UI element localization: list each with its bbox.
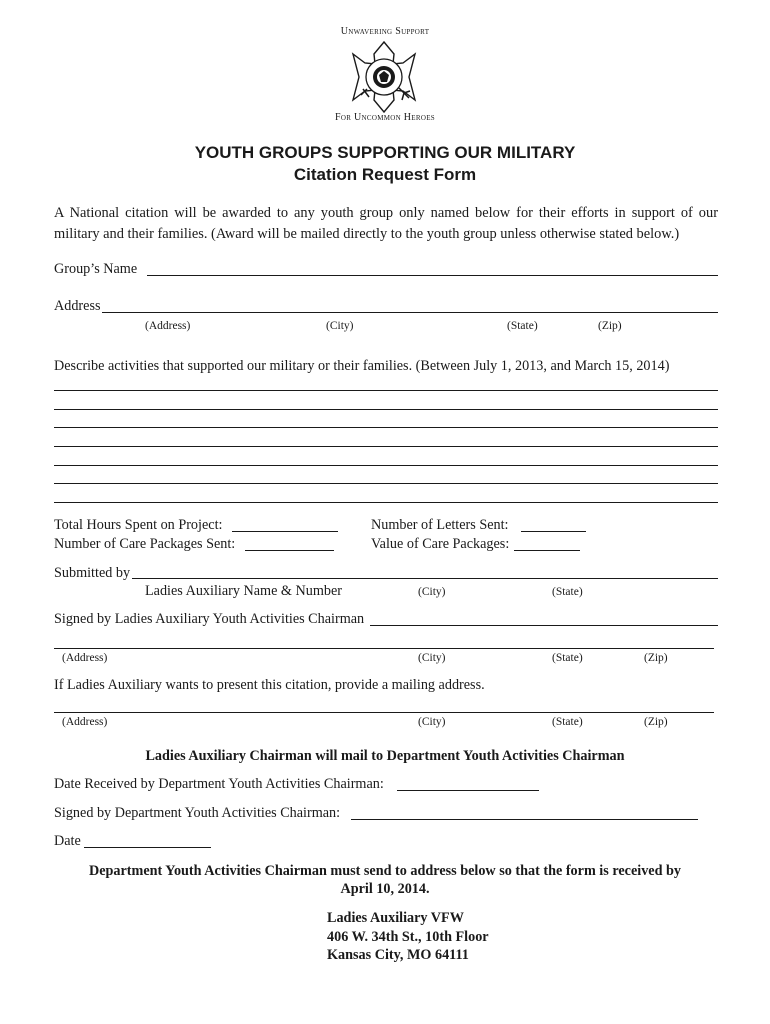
group-address-label: Address bbox=[54, 298, 101, 314]
footer-instruction-line-2: April 10, 2014. bbox=[340, 881, 430, 897]
chairman-zip-sub-label: (Zip) bbox=[644, 652, 668, 664]
group-address-field[interactable] bbox=[102, 312, 718, 313]
activities-line-1[interactable] bbox=[54, 390, 718, 391]
signed-by-chairman-label: Signed by Ladies Auxiliary Youth Activities Chairman bbox=[54, 611, 365, 627]
total-hours-label: Total Hours Spent on Project: bbox=[54, 517, 223, 533]
mailing-city-sub-label: (City) bbox=[418, 716, 446, 728]
footer-instruction-line-1: Department Youth Activities Chairman must send to address below so that the form is received by bbox=[88, 863, 682, 879]
activities-line-5[interactable] bbox=[54, 465, 718, 466]
sub-label-city: (City) bbox=[326, 320, 354, 332]
department-signed-field[interactable] bbox=[351, 819, 698, 820]
form-title: YOUTH GROUPS SUPPORTING OUR MILITARY bbox=[194, 143, 576, 162]
form-subtitle: Citation Request Form bbox=[293, 165, 477, 184]
mailing-address-field[interactable] bbox=[54, 712, 714, 713]
date-field[interactable] bbox=[84, 847, 211, 848]
group-name-field[interactable] bbox=[147, 275, 718, 276]
care-packages-value-field[interactable] bbox=[514, 550, 580, 551]
intro-paragraph: A National citation will be awarded to any youth group only named below for their efforts in support of our military and their families. (Award will be mailed directly to the youth group unless otherwise stated below.) bbox=[54, 205, 718, 242]
mailing-state-sub-label: (State) bbox=[552, 716, 583, 728]
total-hours-field[interactable] bbox=[232, 531, 338, 532]
signed-by-chairman-field[interactable] bbox=[370, 625, 718, 626]
mailing-zip-sub-label: (Zip) bbox=[644, 716, 668, 728]
activities-line-2[interactable] bbox=[54, 409, 718, 410]
care-packages-field[interactable] bbox=[245, 550, 334, 551]
date-received-label: Date Received by Department Youth Activities Chairman: bbox=[54, 776, 384, 792]
tagline-bottom: For Uncommon Heroes bbox=[335, 112, 435, 123]
chairman-state-sub-label: (State) bbox=[552, 652, 583, 664]
vfw-auxiliary-emblem-icon bbox=[343, 40, 425, 114]
tagline-top: Unwavering Support bbox=[340, 26, 430, 37]
mail-address-line-1: Ladies Auxiliary VFW bbox=[327, 910, 464, 926]
submitted-state-label: (State) bbox=[552, 586, 583, 598]
date-label: Date bbox=[54, 833, 81, 849]
submitted-by-field[interactable] bbox=[132, 578, 718, 579]
activities-prompt: Describe activities that supported our military or their families. (Between July 1, 2013, and March 15, 2014) bbox=[54, 358, 670, 374]
mailing-address-sub-label: (Address) bbox=[62, 716, 108, 728]
mail-address-line-2: 406 W. 34th St., 10th Floor bbox=[327, 929, 489, 945]
mailing-address-prompt: If Ladies Auxiliary wants to present this citation, provide a mailing address. bbox=[54, 677, 485, 693]
letters-sent-label: Number of Letters Sent: bbox=[371, 517, 509, 533]
chairman-city-sub-label: (City) bbox=[418, 652, 446, 664]
activities-line-3[interactable] bbox=[54, 427, 718, 428]
sub-label-address: (Address) bbox=[145, 320, 191, 332]
mail-address-line-3: Kansas City, MO 64111 bbox=[327, 947, 469, 963]
letters-sent-field[interactable] bbox=[521, 531, 586, 532]
care-packages-label: Number of Care Packages Sent: bbox=[54, 536, 236, 552]
sub-label-state: (State) bbox=[507, 320, 538, 332]
care-packages-value-label: Value of Care Packages: bbox=[371, 536, 510, 552]
submitted-by-label: Submitted by bbox=[54, 565, 131, 581]
sub-label-zip: (Zip) bbox=[598, 320, 622, 332]
chairman-address-sub-label: (Address) bbox=[62, 652, 108, 664]
submitted-city-label: (City) bbox=[418, 586, 446, 598]
auxiliary-name-label: Ladies Auxiliary Name & Number bbox=[145, 583, 342, 599]
activities-line-6[interactable] bbox=[54, 483, 718, 484]
mail-to-department-note: Ladies Auxiliary Chairman will mail to Department Youth Activities Chairman bbox=[145, 748, 625, 764]
group-name-label: Group’s Name bbox=[54, 261, 138, 277]
chairman-address-field[interactable] bbox=[54, 648, 714, 649]
activities-line-7[interactable] bbox=[54, 502, 718, 503]
department-signed-label: Signed by Department Youth Activities Chairman: bbox=[54, 805, 341, 821]
activities-line-4[interactable] bbox=[54, 446, 718, 447]
date-received-field[interactable] bbox=[397, 790, 539, 791]
